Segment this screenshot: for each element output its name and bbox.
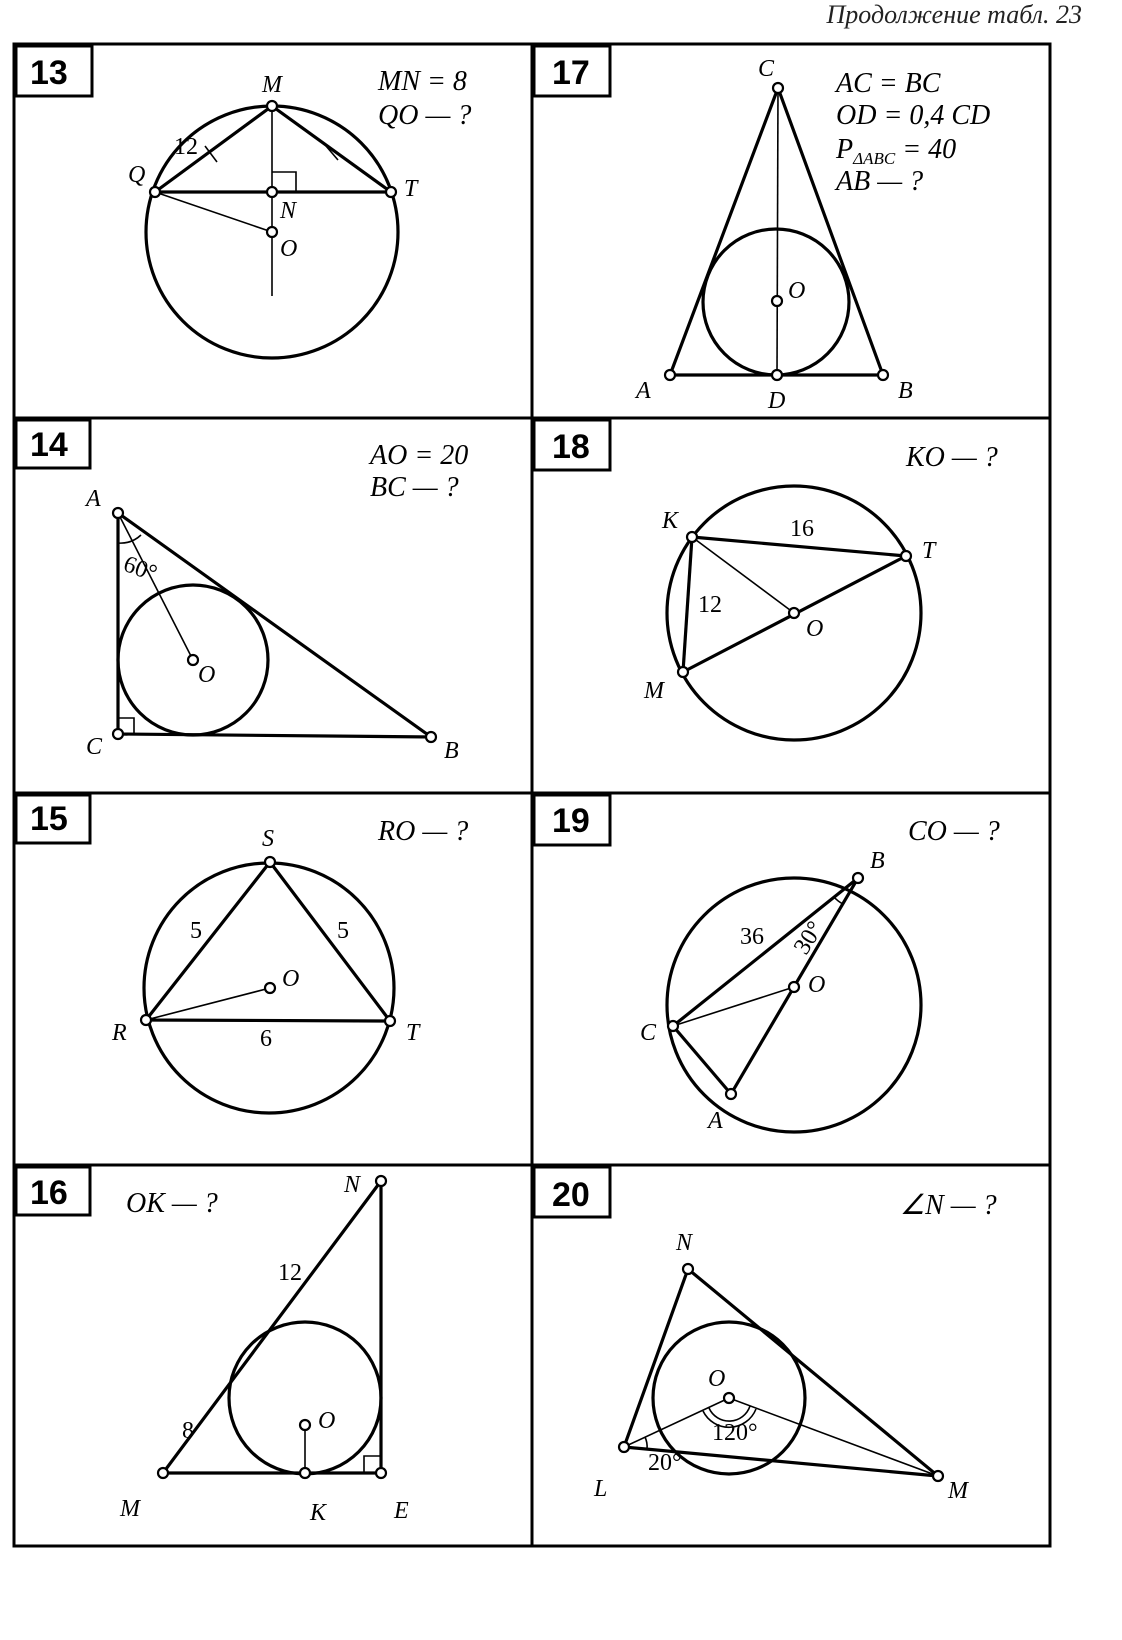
label-o: O — [318, 1408, 336, 1434]
label-d: D — [768, 388, 786, 414]
problem-number: 16 — [30, 1174, 68, 1212]
point-n — [683, 1264, 693, 1274]
label-c: C — [640, 1020, 657, 1046]
triangle-mne — [163, 1181, 381, 1473]
point-t — [386, 187, 396, 197]
problem-16 — [16, 1167, 409, 1526]
problem-number: 19 — [552, 802, 590, 840]
point-b — [878, 370, 888, 380]
angle-value-a: 60° — [119, 551, 161, 588]
angle-arc-o-inner — [709, 1406, 750, 1421]
problem-15 — [16, 795, 468, 1113]
given-ao: AO = 20 — [370, 440, 469, 471]
given-bc-question: BC — ? — [370, 472, 459, 503]
segment-om — [729, 1398, 938, 1476]
table-continuation-header: Продолжение табл. 23 — [826, 0, 1082, 29]
point-t — [901, 551, 911, 561]
chord-mt — [272, 106, 391, 192]
problem-number: 14 — [30, 426, 68, 464]
angle-arc-b — [834, 897, 843, 904]
label-o: O — [282, 966, 300, 992]
point-t — [385, 1016, 395, 1026]
point-o — [789, 982, 799, 992]
label-e: E — [394, 1498, 409, 1524]
point-s — [265, 857, 275, 867]
given-angle-n-question: ∠N — ? — [900, 1190, 997, 1221]
problem-14 — [16, 420, 468, 764]
point-o — [300, 1420, 310, 1430]
label-n: N — [344, 1172, 361, 1198]
given-ac-bc: AC = BC — [836, 68, 941, 99]
label-m: M — [262, 72, 282, 98]
problem-number: 20 — [552, 1176, 590, 1214]
label-a: A — [636, 378, 651, 404]
label-q: Q — [128, 162, 146, 188]
given-qo-question: QO — ? — [378, 100, 472, 131]
label-m: M — [120, 1496, 140, 1522]
point-m — [678, 667, 688, 677]
label-n: N — [280, 198, 297, 224]
problem-number: 17 — [552, 54, 590, 92]
given-ab-question: AB — ? — [836, 166, 924, 197]
angle-arc-l — [645, 1437, 647, 1449]
point-m — [267, 101, 277, 111]
problem-20 — [534, 1167, 997, 1504]
given-ko-question: KO — ? — [906, 442, 998, 473]
length-cb: 36 — [740, 924, 764, 950]
label-o: O — [806, 616, 824, 642]
problem-number: 13 — [30, 54, 68, 92]
length-st: 5 — [337, 918, 349, 944]
point-o — [772, 296, 782, 306]
label-m: M — [948, 1478, 968, 1504]
label-a: A — [86, 486, 101, 512]
angle-value-l: 20° — [648, 1450, 682, 1476]
point-b — [853, 873, 863, 883]
label-t: T — [406, 1020, 420, 1046]
given-od-cd: OD = 0,4 CD — [836, 100, 991, 131]
label-c: C — [86, 734, 103, 760]
angle-value-o: 120° — [712, 1420, 758, 1446]
length-upper: 12 — [278, 1260, 302, 1286]
problem-18 — [534, 420, 998, 740]
triangle-abc — [118, 513, 431, 737]
angle-value-b: 30° — [789, 916, 829, 960]
point-n — [267, 187, 277, 197]
point-k — [687, 532, 697, 542]
label-o: O — [808, 972, 826, 998]
label-k: K — [310, 1500, 327, 1526]
point-q — [150, 187, 160, 197]
label-k: K — [662, 508, 679, 534]
problem-number: 18 — [552, 428, 590, 466]
point-c — [113, 729, 123, 739]
chord-ca — [673, 1026, 731, 1094]
perimeter-subscript: ΔABC — [853, 149, 896, 168]
point-l — [619, 1442, 629, 1452]
chord-km — [683, 537, 692, 672]
label-t: T — [922, 538, 936, 564]
altitude-cd — [777, 88, 778, 375]
label-o: O — [280, 236, 298, 262]
label-l: L — [594, 1476, 608, 1502]
label-a: A — [708, 1108, 723, 1134]
given-co-question: CO — ? — [908, 816, 1000, 847]
label-n: N — [676, 1230, 693, 1256]
point-o — [267, 227, 277, 237]
triangle-srt — [146, 862, 390, 1021]
problem-17 — [534, 46, 990, 414]
length-lower: 8 — [182, 1418, 194, 1444]
given-ro-question: RO — ? — [378, 816, 469, 847]
point-a — [726, 1089, 736, 1099]
label-o: O — [788, 278, 806, 304]
point-a — [113, 508, 123, 518]
problem-19 — [534, 795, 1000, 1134]
label-b: B — [444, 738, 459, 764]
label-b: B — [870, 848, 885, 874]
label-o: O — [708, 1366, 726, 1392]
point-c — [668, 1021, 678, 1031]
point-e — [376, 1468, 386, 1478]
segment-qo — [155, 192, 272, 232]
point-c — [773, 83, 783, 93]
label-b: B — [898, 378, 913, 404]
given-ok-question: OK — ? — [126, 1188, 218, 1219]
point-r — [141, 1015, 151, 1025]
given-perimeter — [835, 134, 956, 168]
label-m: M — [644, 678, 664, 704]
length-rt: 6 — [260, 1026, 272, 1052]
point-n — [376, 1176, 386, 1186]
point-o — [265, 983, 275, 993]
chord-cb — [673, 878, 858, 1026]
point-k — [300, 1468, 310, 1478]
label-t: T — [404, 176, 418, 202]
point-d — [772, 370, 782, 380]
label-s: S — [262, 826, 274, 852]
point-o — [724, 1393, 734, 1403]
label-r: R — [112, 1020, 127, 1046]
problem-13 — [16, 46, 471, 358]
perimeter-symbol: P — [836, 134, 854, 165]
given-mn: MN = 8 — [378, 66, 467, 97]
label-o: O — [198, 662, 216, 688]
point-b — [426, 732, 436, 742]
point-o — [188, 655, 198, 665]
perimeter-value: = 40 — [895, 134, 957, 165]
length-qm: 12 — [174, 134, 198, 160]
circle — [667, 878, 921, 1132]
label-c: C — [758, 56, 775, 82]
problem-grid — [14, 44, 1050, 1546]
point-o — [789, 608, 799, 618]
point-a — [665, 370, 675, 380]
problem-number: 15 — [30, 800, 68, 838]
length-kt: 16 — [790, 516, 814, 542]
point-m — [933, 1471, 943, 1481]
length-km: 12 — [698, 592, 722, 618]
point-m — [158, 1468, 168, 1478]
length-rs: 5 — [190, 918, 202, 944]
segment-ro — [146, 988, 270, 1020]
